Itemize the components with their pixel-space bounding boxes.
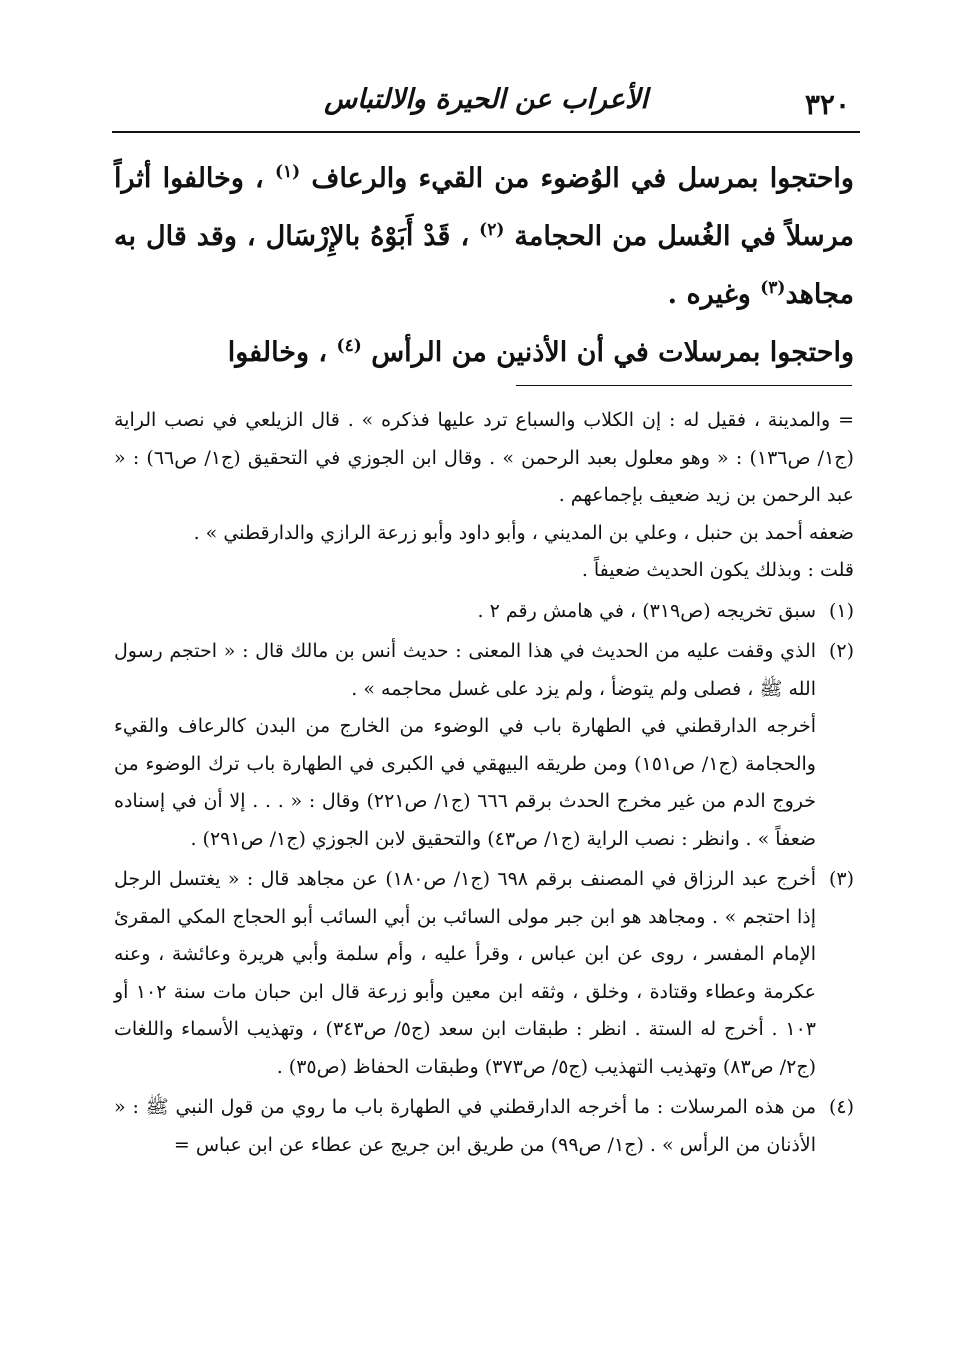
main-text-segment: وغيره .: [667, 279, 751, 310]
footnote-paragraph: أخرجه الدارقطني في الطهارة باب في الوضوء من الخارج من البدن كالرعاف والقيء والحجامة (ج١/ ص١٥١) ومن طريقه البيهقي في الكبرى في الطهارة باب ترك الوضوء من خروج الدم من غير مخرج الحدث برقم ٦٦٦ (ج١/ ص٢٢١) وقال : « . . . إلا أن في إسناده ضعفاً » . وانظر : نصب الراية (ج١/ ص٤٣) والتحقيق لابن الجوزي (ج١/ ص٢٩١) .: [114, 715, 816, 850]
running-title: الأعراب عن الحيرة والالتباس: [324, 84, 648, 115]
footnote-body: [114, 1089, 816, 1164]
footnote-paragraph: سبق تخريجه (ص٣١٩) ، في هامش رقم ٢ .: [477, 599, 816, 622]
footnote-number: (٢): [828, 640, 854, 662]
footnote-body: [114, 633, 816, 858]
footnote-body: [114, 861, 816, 1086]
footnote-continuation-1: = والمدينة ، فقيل له : إن الكلاب والسباع ترد عليها فذكره » . قال الزيلعي في نصب الراية (ج١/ ص١٣٦) : « وهو معلول بعبد الرحمن » . وقال ابن الجوزي في التحقيق (ج١/ ص٦٦) : « عبد الرحمن بن زيد ضعيف بإجماعهم .: [114, 409, 854, 506]
footnote-continuation-3: قلت : وبذلك يكون الحديث ضعيفاً .: [581, 559, 854, 581]
footnote-4: [114, 1089, 854, 1164]
main-paragraph-2: [114, 324, 854, 382]
footnote-paragraph: الذي وقفت عليه من الحديث في هذا المعنى : حديث أنس بن مالك قال : « احتجم رسول الله ﷺ ، فصلى ولم يتوضأ ، ولم يزد على غسل محاجمه » .: [114, 640, 816, 700]
footnotes: [114, 402, 854, 1164]
main-text: [114, 150, 854, 382]
footnote-number: (٤): [828, 1096, 854, 1118]
footnote-body: [114, 593, 816, 631]
footnote-1: [114, 593, 854, 631]
main-text-segment: واحتجوا بمرسل في الوُضوء من القيء والرعاف: [311, 163, 854, 194]
main-text-segment: ، وخالفوا أثراً مرسلاً في الغُسل من الحجامة: [114, 163, 854, 252]
page-header: [114, 82, 858, 132]
header-rule: [112, 131, 860, 133]
footnote-ref-4[interactable]: (٤): [336, 336, 362, 356]
footnote-ref-1[interactable]: (١): [274, 162, 301, 182]
main-text-segment: واحتجوا بمرسلات في أن الأذنين من الرأس: [371, 337, 854, 368]
footnote-number: (١): [828, 599, 854, 622]
main-text-segment: ، قَدْ أَبَوْهُ بالإِرْسَال ، وقد قال به مجاهد: [114, 221, 854, 310]
footnote-number: (٣): [828, 868, 854, 890]
main-text-segment: ، وخالفوا: [227, 337, 328, 368]
footnote-paragraph: من هذه المرسلات : ما أخرجه الدارقطني في الطهارة باب ما روي من قول النبي ﷺ : « الأذنان من الرأس » . (ج١/ ص٩٩) من طريق ابن جريج عن عطاء عن ابن عباس =: [114, 1096, 816, 1156]
footnote-continuation-2: ضعفه أحمد بن حنبل ، وعلي بن المديني ، وأبو داود وأبو زرعة الرازي والدارقطني » .: [193, 521, 854, 544]
footnote-3: [114, 861, 854, 1086]
footnote-ref-3[interactable]: (٣): [760, 278, 786, 298]
footnote-2: [114, 633, 854, 858]
main-paragraph-1: [114, 150, 854, 324]
footnote-paragraph: أخرج عبد الرزاق في المصنف برقم ٦٩٨ (ج١/ ص١٨٠) عن مجاهد قال : « يغتسل الرجل إذا احتجم » . ومجاهد هو ابن جبر مولى السائب بن أبي السائب أبو الحجاج المكي المقرئ الإمام المفسر ، روى عن ابن عباس ، وقرأ عليه ، وأم سلمة وأبي هريرة وعائشة ، وعنه عكرمة وعطاء وقتادة ، وخلق ، وثقه ابن معين وأبو زرعة قال ابن حبان مات سنة ١٠٢ أو ١٠٣ . أخرج له الستة . انظر : طبقات ابن سعد (ج٥/ ص٣٤٣) ، وتهذيب الأسماء واللغات (ج٢/ ص٨٣) وتهذيب التهذيب (ج٥/ ص٣٧٣) وطبقات الحفاظ (ص٣٥) .: [114, 868, 816, 1078]
footnote-separator: [516, 385, 852, 386]
page-number: ٣٢٠: [804, 88, 850, 121]
footnote-ref-2[interactable]: (٢): [479, 220, 505, 240]
